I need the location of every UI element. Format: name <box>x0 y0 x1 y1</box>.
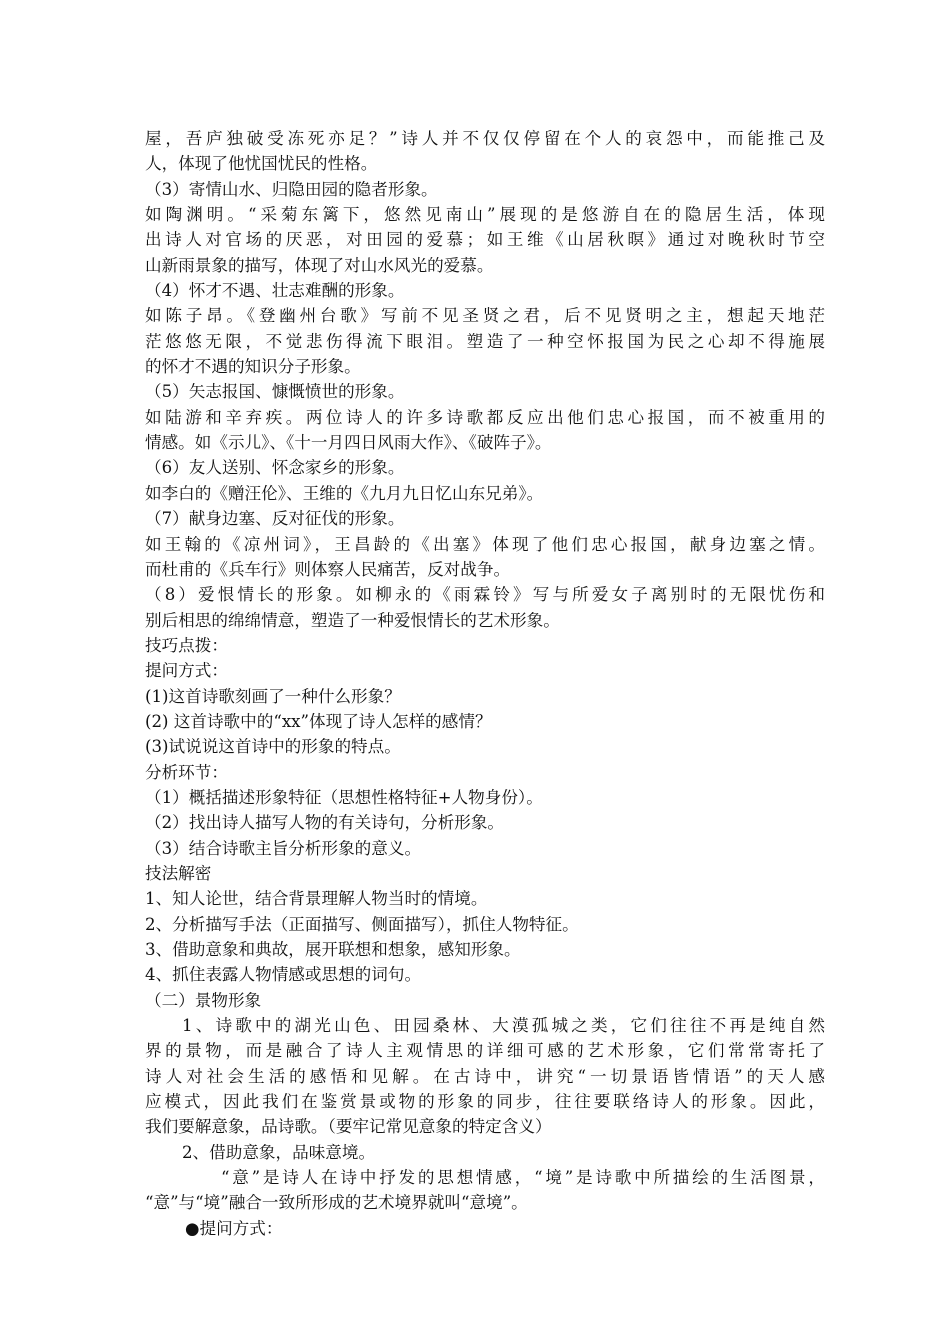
text-line: 情感。如《示儿》、《十一月四日风雨大作》、《破阵子》。 <box>145 433 552 453</box>
section-heading: （二）景物形象 <box>145 990 262 1010</box>
text-line: (3)试说说这首诗中的形象的特点。 <box>145 737 401 757</box>
text-line: 应模式，因此我们在鉴赏景或物的形象的同步，往往要联络诗人的形象。因此， <box>145 1092 825 1112</box>
text-line: （8）爱恨情长的形象。如柳永的《雨霖铃》写与所爱女子离别时的无限忧伤和 <box>145 585 825 605</box>
text-line: 1、诗歌中的湖光山色、田园桑林、大漠孤城之类，它们往往不再是纯自然 <box>182 1016 825 1036</box>
text-line: 屋，吾庐独破受冻死亦足？”诗人并不仅仅停留在个人的哀怨中，而能推己及 <box>145 129 825 148</box>
section-heading: 分析环节： <box>145 762 228 782</box>
text-line: 界的景物，而是融合了诗人主观情思的详细可感的艺术形象，它们常常寄托了 <box>145 1041 825 1061</box>
text-line: 如陶渊明。“采菊东篱下，悠然见南山”展现的是悠游自在的隐居生活，体现 <box>145 205 825 225</box>
text-line: 而杜甫的《兵车行》则体察人民痛苦，反对战争。 <box>145 559 511 579</box>
section-heading: 技巧点拨： <box>145 635 228 655</box>
text-line: 如陆游和辛弃疾。两位诗人的许多诗歌都反应出他们忠心报国，而不被重用的 <box>145 407 825 427</box>
text-line: （5）矢志报国、慷慨愤世的形象。 <box>145 382 405 402</box>
text-line: （3）寄情山水、归隐田园的隐者形象。 <box>145 179 438 199</box>
text-line: （6）友人送别、怀念家乡的形象。 <box>145 458 405 478</box>
text-line: （3）结合诗歌主旨分析形象的意义。 <box>145 838 422 858</box>
text-line: 1、知人论世，结合背景理解人物当时的情境。 <box>145 889 488 909</box>
text-line: (2) 这首诗歌中的“xx”体现了诗人怎样的感情？ <box>145 711 492 731</box>
text-line: 如王翰的《凉州词》，王昌龄的《出塞》体现了他们忠心报国，献身边塞之情。 <box>145 534 825 554</box>
text-line: 出诗人对官场的厌恶，对田园的爱慕；如王维《山居秋暝》通过对晚秋时节空 <box>145 230 825 250</box>
text-line: 茫悠悠无限，不觉悲伤得流下眼泪。塑造了一种空怀报国为民之心却不得施展 <box>145 331 825 351</box>
text-line: 3、借助意象和典故，展开联想和想象，感知形象。 <box>145 940 521 959</box>
text-line: 诗人对社会生活的感悟和见解。在古诗中，讲究“一切景语皆情语”的天人感 <box>145 1066 825 1086</box>
text-line: （7）献身边塞、反对征伐的形象。 <box>145 509 405 529</box>
bullet-line: ●提问方式： <box>185 1218 283 1238</box>
text-line: 如陈子昂。《登幽州台歌》写前不见圣贤之君，后不见贤明之主，想起天地茫 <box>145 306 825 326</box>
text-line: （4）怀才不遇、壮志难酬的形象。 <box>145 281 405 301</box>
text-line: 2、借助意象，品味意境。 <box>182 1142 376 1162</box>
text-line: 山新雨景象的描写，体现了对山水风光的爱慕。 <box>145 255 494 275</box>
text-line: (1)这首诗歌刻画了一种什么形象？ <box>145 686 401 706</box>
text-line: 如李白的《赠汪伦》、王维的《九月九日忆山东兄弟》。 <box>145 483 544 503</box>
text-line: “意”是诗人在诗中抒发的思想情感，“境”是诗歌中所描绘的生活图景， <box>221 1168 825 1188</box>
text-line: 4、抓住表露人物情感或思想的词句。 <box>145 965 422 985</box>
text-line: 我们要解意象，品诗歌。（要牢记常见意象的特定含义） <box>145 1117 552 1137</box>
text-line: 别后相思的绵绵情意，塑造了一种爱恨情长的艺术形象。 <box>145 610 560 630</box>
text-line: （2）找出诗人描写人物的有关诗句，分析形象。 <box>145 813 505 833</box>
text-line: 2、分析描写手法（正面描写、侧面描写），抓住人物特征。 <box>145 914 579 934</box>
section-heading: 技法解密 <box>145 863 212 883</box>
text-line: 人，体现了他忧国忧民的性格。 <box>145 154 378 174</box>
document-page <box>145 126 825 1241</box>
text-line: （1）概括描述形象特征（思想性格特征+人物身份）。 <box>145 787 543 807</box>
text-line: 的怀才不遇的知识分子形象。 <box>145 357 361 377</box>
text-line: “意”与“境”融合一致所形成的艺术境界就叫“意境”。 <box>145 1193 528 1213</box>
section-heading: 提问方式： <box>145 661 228 681</box>
